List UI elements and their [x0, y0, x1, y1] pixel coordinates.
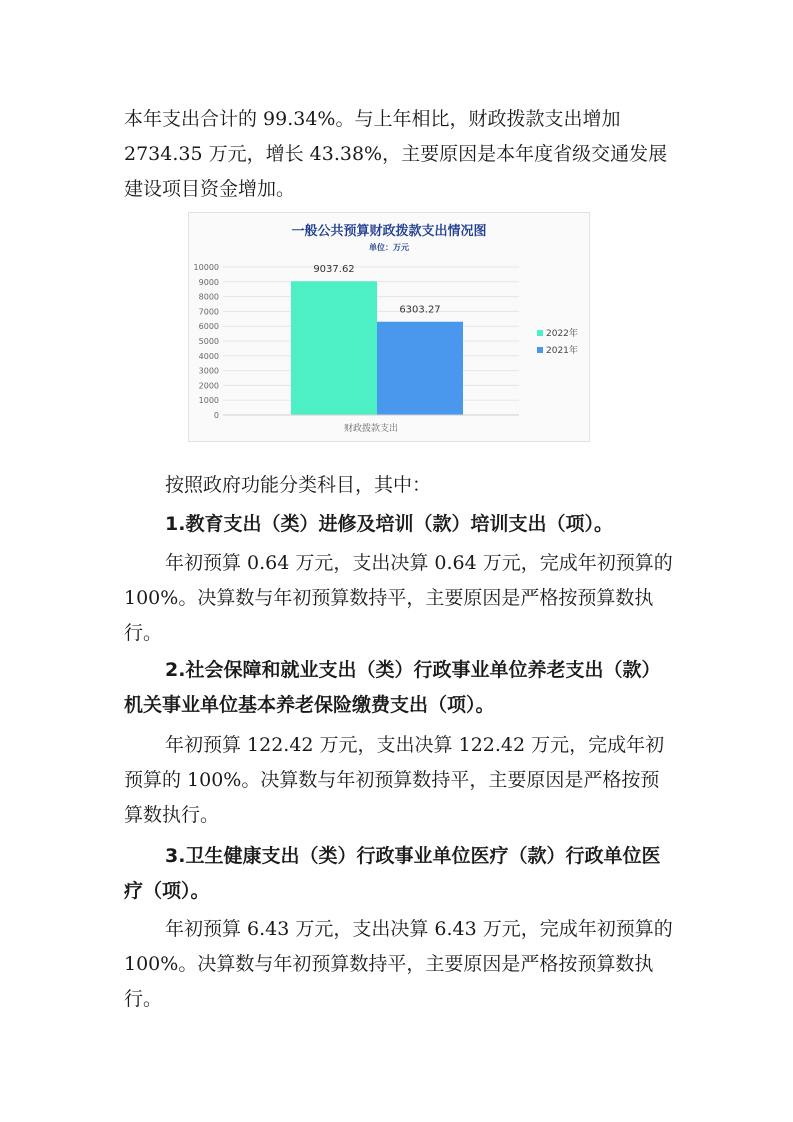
heading-health: 3.卫生健康支出（类）行政事业单位医疗（款）行政单位医疗（项）。	[124, 845, 661, 902]
y-tick-label: 2000	[198, 381, 219, 391]
chart-y-axis	[194, 263, 219, 420]
y-tick-label: 8000	[198, 292, 219, 302]
bar-2021年	[377, 322, 463, 415]
bar-value-label: 9037.62	[313, 264, 355, 276]
y-tick-label: 5000	[198, 337, 219, 346]
legend-swatch	[537, 330, 543, 336]
paragraph-function-classification: 按照政府功能分类科目，其中：	[165, 474, 432, 496]
paragraph-education: 年初预算 0.64 万元，支出决算 0.64 万元，完成年初预算的 100%。决算数与年初预算数持平，主要原因是严格按预算数执行。	[124, 552, 673, 644]
chart-unit: 单位：万元	[369, 243, 409, 252]
legend-label: 2022年	[546, 329, 578, 339]
legend-label: 2021年	[546, 346, 578, 356]
chart-legend	[537, 327, 578, 356]
y-tick-label: 6000	[198, 322, 219, 332]
heading-education: 1.教育支出（类）进修及培训（款）培训支出（项）。	[165, 513, 613, 535]
heading-social-security: 2.社会保障和就业支出（类）行政事业单位养老支出（款）机关事业单位基本养老保险缴费支出（项）。	[124, 659, 661, 716]
chart-title: 一般公共预算财政拨款支出情况图	[291, 224, 487, 239]
y-tick-label: 3000	[198, 366, 219, 376]
y-tick-label: 4000	[198, 351, 219, 361]
paragraph-social-security: 年初预算 122.42 万元，支出决算 122.42 万元，完成年初预算的 100%。决算数与年初预算数持平，主要原因是严格按预算数执行。	[124, 734, 665, 826]
paragraph-expenditure-change: 本年支出合计的 99.34%。与上年相比，财政拨款支出增加 2734.35 万元，增长 43.38%，主要原因是本年度省级交通发展建设项目资金增加。	[124, 108, 668, 200]
x-category-label: 财政拨款支出	[343, 424, 399, 434]
paragraph-health: 年初预算 6.43 万元，支出决算 6.43 万元，完成年初预算的 100%。决算数与年初预算数持平，主要原因是严格按预算数执行。	[124, 918, 673, 1010]
y-tick-label: 10000	[193, 263, 219, 272]
chart-x-axis	[223, 415, 519, 434]
y-tick-label: 7000	[198, 307, 219, 317]
y-tick-label: 1000	[198, 396, 219, 406]
y-tick-label: 9000	[198, 277, 219, 287]
bar-value-label: 6303.27	[399, 304, 441, 316]
y-tick-label: 0	[213, 411, 219, 420]
chart-bars	[291, 281, 463, 415]
bar-2022年	[291, 281, 377, 415]
expenditure-bar-chart	[188, 212, 590, 442]
chart-canvas	[189, 213, 589, 441]
legend-swatch	[537, 347, 543, 353]
